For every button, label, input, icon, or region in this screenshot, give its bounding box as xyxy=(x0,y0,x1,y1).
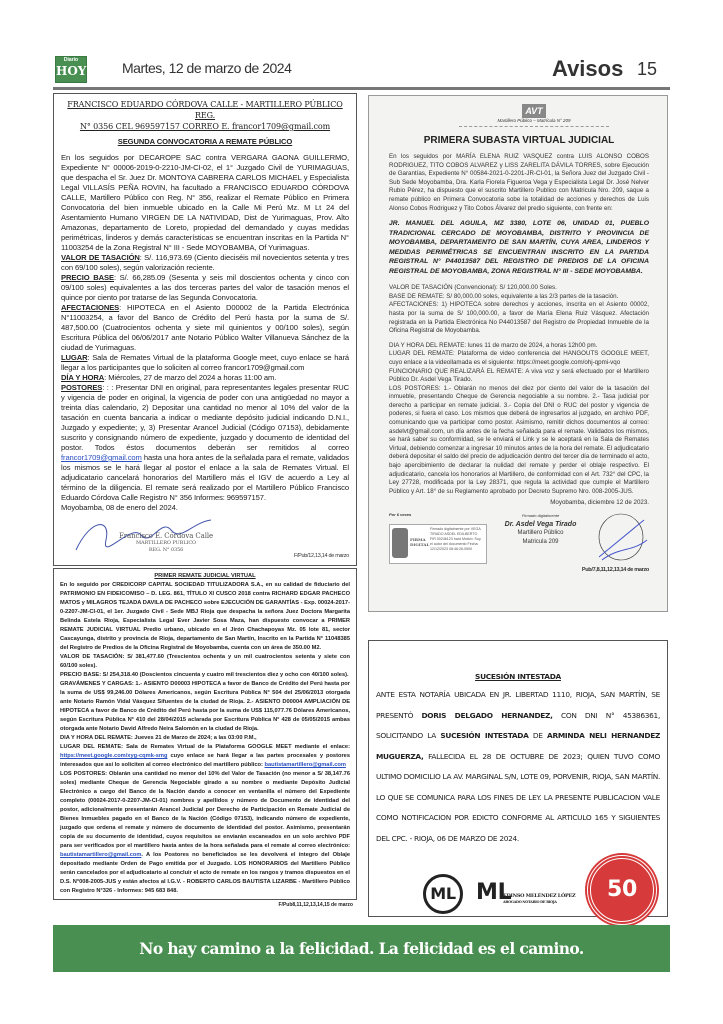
label: DÍA Y HORA xyxy=(61,373,105,382)
value: : Sala de Remates Virtual de la plataforma Google meet, cuyo enlace se hará llegar a los participantes que lo soliciten al correo francor1709@gmail.com xyxy=(61,353,349,372)
meet-link[interactable]: https://meet.google.com/xyg-cqmk-smg xyxy=(60,753,168,759)
applicant: DORIS DELGADO HERNANDEZ, xyxy=(421,710,553,720)
coat-of-arms-icon xyxy=(392,528,408,558)
closing-date: Moyobamba, 08 de enero del 2024. xyxy=(61,503,178,512)
publication-footer: F/Pub8,11,12,13,14,15 de marzo xyxy=(278,902,353,908)
text: . A los Postores no beneficiados se les devolverá el íntegro del Oblaje depositado mediante Orden de Pago emitida por el Juzgado. LOS HONORARIOS del Martillero Público serán cancelados por el adjudicatario al concluir el acto de remate en los rangos y tramos dispuestos en el D.S. N°008-2005-JUS y están afectos al I.G.V. - ROBERTO CARLOS BAUTISTA LIZARBE - Martillero Público con Registro N°326 - Informes: 945 683 848. xyxy=(60,852,350,894)
text: ANTE ESTA NOTARÍA UBICADA EN JR. LIBERTAD 1110, RIOJA, SAN MARTÍN, SE PRESENTÓ xyxy=(376,690,660,720)
notice-body: En los seguidos por DECAROPE SAC contra VERGARA GAONA GUILLERMO, Expediente N° 00006-2019-0-2210-JM-CI-02, el 1° Juzgado Civil de YURIMAGUAS, que despacha el Sr. Juez Dr. MONTOYA CABRERA CARLOS MICHAEL y Especialista Legal VILLASÍS PEÑA ROVIN, ha facultado a FRANCISCO EDUARDO CÓRDOVA CALLE, Martillero Público con Reg. N° 356, realizar el Remate Público en Primera Convocatoria del bien inmueble ubicado en la Calle Mi Perú Mz. M Lt 24 del Asentamiento Humano VIRGEN DE LA NATIVIDAD, Dist de Yurimaguas, Prov. Alto Amazonas, departamento de Loreto, propiedad del demandado y cuyas medidas perimétricas, linderos y demás características se encuentran inscritas en la Partida N° 11003254 de la Zona Registral N° III - Sede MOYOBAMBA, Of Yurimaguas. xyxy=(61,153,349,252)
valor-tasacion: VALOR DE TASACIÓN: S/ 381,477.60 (Trescientos ochenta y un mil cuatrocientos setenta y siete con 60/100 soles). xyxy=(60,654,350,669)
sig-title: MARTILLERO PUBLICO xyxy=(136,540,197,546)
newspaper-logo xyxy=(55,56,87,83)
publication-footer: F/Pub/12,13,14 de marzo xyxy=(293,553,349,559)
notice-sucesion-intestada xyxy=(368,640,668,917)
digital-signature-box xyxy=(389,524,487,564)
header-rule xyxy=(53,87,670,90)
section-title: Avisos xyxy=(552,56,624,81)
email-link[interactable]: bautistamartillero@gmail.com xyxy=(264,762,346,768)
logo-small-text: Diario xyxy=(63,57,79,63)
digital-text: Firmado digitalmente por VEGA TIRADO ASDEL EDILBERTO FIR 00246123 hard Motivo: Soy el autor del documento Fecha: 12/12/2023 08:46:26-0500 xyxy=(430,527,481,551)
left-sign-col xyxy=(389,512,487,564)
dia-hora xyxy=(61,373,349,383)
label: PRECIO BASE xyxy=(61,273,114,282)
lugar: LUGAR DEL REMATE: Plataforma de video conferencia del HANGOUTS GOOGLE MEET, cuyo enlace a la videollamada es el siguiente: https://meet.google.com/ohj-qpmi-vqo xyxy=(389,350,649,366)
label: VALOR DE TASACIÓN xyxy=(61,253,140,262)
notary-logo-icon: ML xyxy=(476,880,512,905)
property-address: JR. MANUEL DEL AGUILA, MZ 3380, LOTE 06, UNIDAD 01, PUEBLO TRADICIONAL CERCADO DE MOYOBAMBA, DISTRITO Y PROVINCIA DE MOYOBAMBA, DEPARTAMENTO DE SAN MARTÍN, CUYA AREA, LINDEROS Y MEDIDAS PERIMÉTRICAS SE ENCUENTRAN INSCRITO EN LA PARTIDA REGISTRAL N° P44013587 DEL REGISTRO DE PREDIOS DE LA OFICINA REGISTRAL DE MOYOBAMBA, ZONA REGISTRAL N° III - SEDE MOYOBAMBA. xyxy=(389,220,649,275)
signature-stamp xyxy=(119,533,213,554)
notice-segunda-convocatoria xyxy=(53,93,357,566)
base-remate: BASE DE REMATE: S/ 80,000.00 soles, equivalente a las 2/3 partes de la tasación. xyxy=(389,292,619,300)
text: DE xyxy=(528,731,548,740)
notice-body xyxy=(376,685,660,849)
label: LUGAR xyxy=(61,353,88,362)
logo-caption: Martillero Público – Matrícula N° 209 xyxy=(497,118,571,123)
notice-body: En los seguidos por MARÍA ELENA RUIZ VASQUEZ contra LUIS ALONSO COBOS RODRIGUEZ, TITO COBOS ALVAREZ y LISS ZARELITA DÁVILA TORRES, sobre Ejecución de Garantías, Expediente N° 00584-2021-0-2201-JR-CI-01, la Señora Juez del Juzgado Civil - Sub Sede Moyobamba, Dra. Karla Fiorela Figueroa Vega y Especialista Legal Dr. José Nelver Rubio Pérez, ha dispuesto que el suscrito Martillero Publico con Matricula Nro. 209, saque a remate público en Primera Convocatoria sobe la totalidad de acciones y derechos de Luis Alonso Cobos Rodriguez y Tito Cobos Álvarez del predio siguiente, con frente en: xyxy=(389,153,649,212)
closing-date: Moyobamba, diciembre 12 de 2023. xyxy=(550,499,649,507)
martillero-logo xyxy=(459,104,609,127)
value: hasta una hora antes de la señalada para el remate, validados los mismos se le hará llegar al postor el enlace a la sala de Remates Virtual. El adjudicatario cancelará honorarios del Martillero más el IGV de acuerdo a Ley al término de la diligencia. El remate será realizado por el Martillero Público Francisco Eduardo Córdova Calle Registro N° 356 Informes: 969597157. xyxy=(61,453,349,502)
dia-hora: DIA Y HORA DEL REMATE: lunes 11 de marzo de 2024, a horas 12h00 pm. xyxy=(389,341,598,349)
signature-stamp-icon xyxy=(594,512,649,562)
valor-tasacion: VALOR DE TASACIÓN (Convencional): S/ 120,000.00 Soles. xyxy=(389,284,557,292)
notice-title: FRANCISCO EDUARDO CÓRDOVA CALLE - MARTILLERO PÚBLICO REG. xyxy=(67,100,343,120)
digital-label: FIRMA DIGITAL xyxy=(410,537,430,547)
email-link[interactable]: bautistamartillero@gmail.com xyxy=(60,852,142,858)
red-seal-icon: 50 xyxy=(587,855,657,925)
signature xyxy=(61,515,349,561)
signature-block xyxy=(389,512,649,564)
value: : S/. 66,285.09 (Sesenta y seis mil doscientos ochenta y cinco con 09/100 soles) equivalentes a las dos terceras partes del valor de tasación menos el quince por ciento por tratarse de las Segunda Convocatoria. xyxy=(61,273,349,302)
notice-primer-remate xyxy=(53,568,357,900)
funcionario: FUNCIONARIO QUE REALIZARÁ EL REMATE: A viva voz y será efectuado por el Martillero Público Dr. Asdel Vega Tirado. xyxy=(389,367,649,384)
afectaciones xyxy=(61,303,349,353)
label: AFECTACIONES xyxy=(61,303,120,312)
procedure: SUCESIÓN INTESTADA xyxy=(440,731,529,740)
issue-date: Martes, 12 de marzo de 2024 xyxy=(122,60,292,76)
por-veces: Por 6 veces xyxy=(389,512,412,517)
notary-round-seal-icon: ML xyxy=(423,874,463,914)
notice-heading: SEGUNDA CONVOCATORIA A REMATE PÚBLICO xyxy=(117,137,293,146)
email-link[interactable]: francor1709@gmail.com xyxy=(61,453,142,462)
postores xyxy=(60,770,350,896)
notary-name: EDINSO MELÉNDEZ LÓPEZ xyxy=(503,893,576,899)
sig-reg: REG. N° 0356 xyxy=(148,547,184,553)
text: LOS POSTORES: Oblarán una cantidad no menor del 10% del Valor de Tasación (no menor a S/ 38,147.76 soles) mediante Cheque de Gerencia Negociable girado a su nombre o mediante Depósito Judicial Electrónico a cargo del Banco de la Nación dando a conocer en ventanilla el número del Expediente completo (00024-2017-0-2207-JM-CI-01) nombres y apellidos y número de Documento de identidad del postor, adicionalmente presentarán Arancel Judicial por Derecho de Participación en Remate Judicial de Bienes Inmuebles pagado en el Banco de la Nación (Código 07153), indicando número de expediente, juzgado que ordena el remate y número de documento de identidad del postor. Asimismo, presentarán copia de su documento de identidad, cuyos requisitos se enviarán escaneados en un solo archivo PDF para ser verificados por el martillero hasta antes de la hora señalada para el remate al correo electrónico: xyxy=(60,771,350,849)
notice-heading: SUCESIÓN INTESTADA xyxy=(475,672,561,681)
left-column xyxy=(53,93,357,909)
text: cuyo enlace se hará llegar a las partes procesales y postores interesados que así lo soliciten al correo electrónico del martillero público: xyxy=(60,753,350,768)
value: : HIPOTECA en el Asiento D00002 de la Partida Electrónica N°11003254, a favor del Banco de Crédito del Perú hasta por la suma de S/. 487,500.00 (Cuatrocientos ochenta y siete mil quinientos y 00/100 soles), según Escritura Pública del 06/06/2017 ante Notario Público Walter Villanueva Sánchez de la ciudad de Yurimaguas. xyxy=(61,303,349,352)
quote-banner: No hay camino a la felicidad. La felicidad es el camino. xyxy=(53,925,670,972)
text: LUGAR DEL REMATE: Sala de Remates Virtual de la Plataforma GOOGLE MEET mediante el enlace: xyxy=(60,744,350,750)
notice-primera-subasta xyxy=(368,95,668,612)
precio-base xyxy=(61,273,349,303)
value: : : : Presentar DNI en original, para representantes legales presentar RUC y vigencia de poder en original, la vigencia de poder con una antigüedad no mayor a treinta días calendario, 2) Depositar una cantidad no menor al 10% del valor de la tasación en cuenta bancaria a indicar o mediante depósito judicial indicando D.N.I., Juzgado y expediente; y, 3) Presentar Arancel Judicial (Código 07153), debidamente suscrito y consignando número de expediente, juzgado y documento de identidad del postor. Todos éstos documentos deberán ser remitidos al correo xyxy=(61,383,349,452)
notary-stamp xyxy=(503,893,575,905)
lugar xyxy=(61,353,349,373)
logo-mark-icon: AVT xyxy=(522,104,546,118)
precio-base: PRECIO BASE: S/ 254,318.40 (Doscientos cincuenta y cuatro mil trescientos diez y ocho con 40/100 soles). xyxy=(60,672,349,678)
firmado-label: Firmado digitalmente xyxy=(521,513,560,518)
deceased: ARMINDA NELI HERNANDEZ MUGUERZA, xyxy=(376,731,661,761)
firma xyxy=(491,512,590,546)
sig-mat: Matricula 209 xyxy=(522,538,559,545)
value: : Miércoles, 27 de marzo del 2024 a horas 11:00 am. xyxy=(104,373,277,382)
text: CON DNI N° 45386361, SOLICITANDO LA xyxy=(376,710,660,740)
notice-heading: PRIMERA SUBASTA VIRTUAL JUDICIAL xyxy=(423,135,615,146)
afectaciones: AFECTACIONES: 1) HIPOTECA sobre derechos y acciones, inscrita en el Asiento 00002, hasta por la suma de S/ 100,000.00, a favor de María Elena Ruiz Vásquez. Afectación registrada en la Partida Electrónica No P44013587 del Registro de Propiedad Inmueble de la Oficina Registral de Moyobamba. xyxy=(389,301,649,335)
gravamenes: GRAVÁMENES Y CARGAS: 1.- ASIENTO D00003 HIPOTECA a favor de Banco de Crédito del Perú hasta por la suma de US$ 99,246.00 Dólares Americanos, según Escritura Pública N° 504 del 25/06/2013 otorgada ante Notario Ramón Vidal Vásquez Sifuentes de la ciudad de Rioja. 2.- ASIENTO D00004 AMPLIACIÓN DE HIPOTECA a favor de Banco de Crédito del Perú hasta por la suma de US$ 115,077.76 Dólares Americanos, según Escritura Pública N° 410 del 28/04/2015 aclarada por Escritura Pública N° 428 de 05/05/2015 ambas otorgada ante Notario David Alfredo Neira Salomón en la ciudad de Rioja. xyxy=(60,681,350,732)
publication-footer: Pub/7,8,11,12,13,14 de marzo xyxy=(581,567,649,573)
postores: LOS POSTORES: 1.- Oblarán no menos del diez por ciento del valor de la tasación del inmueble, presentando Cheque de Gerencia negociable a su nombre. 2.- Tasa judicial por derecho a participar en remate judicial. 3.- Copia del DNI o RUC del postor y vigencia de poderes, si fuera el caso. Los mismos que deberá de ingresarlos al juzgado, en archivo PDF, comunicando que va participar como postor. Asimismo, remitir dichos documentos al correo: asdelvt@gmail.com, un día antes de la fecha señalada para el remate. Validados los mismos, se hará saber su conformidad, se le enviará el Link y se le aceptará en la Sala de Remates Virtual, debiendo comenzar a ingresar 10 minutos antes de la hora del remate. El adjudicatario deberá depositar el saldo del precio de adjudicación dentro del tercer día de terminado el acto, bajo apercibimiento de declarar la nulidad del remate y perder el oblaje respectivo. El adjudicatario, cancela los honorarios al Martillero, de conformidad con el Art. 732° del CPC, la Ley 27728, modificada por la Ley 28371, que regula la actividad que cumple el Martillero Público y Art. 18° de su Reglamento aprobado por Decreto Supremo Nro. 008-2005-JUS. xyxy=(389,384,649,495)
logo-big-text: HOY xyxy=(56,64,87,78)
value: : S/. 116,973.69 (Ciento dieciséis mil novecientos setenta y tres con 69/100 soles), según valorización reciente. xyxy=(61,253,349,272)
notary-title: ABOGADO NOTARIO DE RIOJA xyxy=(503,900,557,904)
notice-body: En lo seguido por CREDICORP CAPITAL SOCIEDAD TITULIZADORA S.A., en su calidad de fiduciario del PATRIMONIO EN FIDEICOMISO – D. LEG. 861, TÍTULO XI CUSCO 2018 contra RICHARD EDGAR PACHECO MATOS y MILAGROS TEJADA DAVILA DE PACHECO sobre EJECUCIÓN DE GARANTÍAS - Exp. 00024-2017-0-2207-JM-CI-01, el 1er. Juzgado Civil - Sede MBJ Rioja que despacha la señora Juez Doctora Margarita Belinda Estela Rioja, Especialista Legal Ever Javier Sosa Maza, han dispuesto convocar a PRIMER REMATE JUDICIAL VIRTUAL Predio urbano, ubicado en el Jirón Chachapoyas Mz. 05 lote 81, sector Cascayunga, distrito y provincia de Rioja, departamento de San Martín, Inscrito en la Partida N° 11048385 del Registro de Predios de la Oficina Registral de Moyobamba, cuenta con un área de 350.00 M2. xyxy=(60,582,350,651)
sig-name: Dr. Asdel Vega Tirado xyxy=(504,520,577,528)
notice-contact: N° 0356 CEL 969597157 CORREO E. francor1709@gmail.com xyxy=(79,122,331,131)
dia-hora: DIA Y HORA DEL REMATE: Jueves 21 de Marzo de 2024; a las 03:00 P.M., xyxy=(60,735,257,741)
lugar xyxy=(60,743,350,770)
sig-name: Francisco E. Córdova Calle xyxy=(119,532,214,540)
notice-heading: PRIMER REMATE JUDICIAL VIRTUAL xyxy=(154,573,256,579)
label: POSTORES xyxy=(61,383,103,392)
valor-tasacion xyxy=(61,253,349,273)
sig-title: Martillero Público xyxy=(517,530,564,536)
text: FALLECIDA EL 28 DE OCTUBRE DE 2023; QUIEN TUVO COMO ULTIMO DOMICILIO LA AV. MARGINAL S/N, LOTE 09, PORVENIR, RIOJA, SAN MARTÍN. LO QUE SE COMUNICA PARA LOS FINES DE LEY. LA PRESENTE PUBLICACION VALE COMO NOTIFICACION POR EDICTO CONFORME AL ARTICULO 165 Y SIGUIENTES DEL CPC. - RIOJA, 06 DE MARZO DE 2024. xyxy=(376,751,661,843)
page-number: 15 xyxy=(637,59,658,79)
postores xyxy=(61,383,349,503)
